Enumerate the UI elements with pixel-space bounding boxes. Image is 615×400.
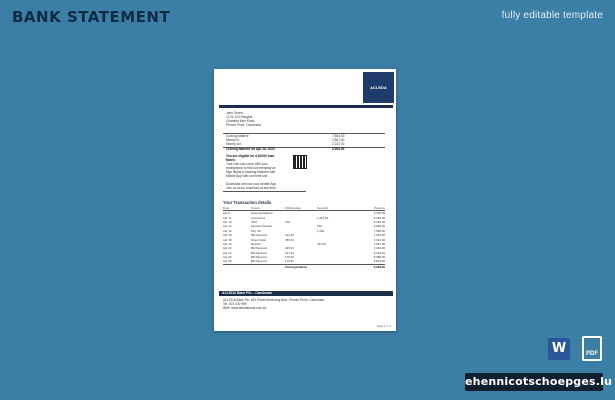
table-cell: 6,164.00: [373, 250, 385, 255]
table-cell: 142.22: [285, 233, 294, 238]
table-cell: 244.00: [317, 241, 326, 246]
header-bar: [219, 105, 393, 108]
table-cell: 7,691.00: [373, 233, 385, 238]
transactions-title: Your Transaction details: [223, 200, 272, 205]
footer-line: Web: www.acledabank.com.kh: [223, 306, 267, 310]
table-cell: 1,200: [317, 228, 325, 233]
summary-value: 2,222.00: [332, 142, 345, 146]
word-file-icon: W: [548, 338, 570, 360]
total-value: 5,508.00: [353, 264, 385, 269]
notes-line: high flights & banking features with: [226, 170, 276, 174]
table-cell: Apr 28: [223, 259, 232, 264]
table-cell: 7,697.00: [373, 241, 385, 246]
table-cell: 175.00: [285, 255, 294, 260]
table-cell: Apr 20: [223, 241, 232, 246]
notes-title: Notes: [226, 158, 235, 162]
table-cell: Apr 24: [223, 250, 232, 255]
qr-code: [293, 155, 307, 169]
website-badge: ehennicotschoepges.lu: [465, 373, 603, 391]
table-cell: Apr 12: [223, 219, 232, 224]
transactions-table: [223, 206, 385, 269]
summary-value: 5,508.00: [332, 147, 345, 151]
table-cell: 700: [317, 224, 322, 229]
eligibility-text: You are eligible for a $1000 loan: [226, 154, 275, 158]
table-cell: Opening balance: [251, 211, 273, 216]
footer-line: Tel: 023 430 999: [223, 302, 247, 306]
table-cell: Bill Payment: [251, 246, 268, 251]
table-cell: Bill Payment: [251, 250, 268, 255]
summary-label: Money out: [226, 142, 241, 146]
table-cell: 5,988.00: [373, 255, 385, 260]
page-title: BANK STATEMENT: [12, 8, 171, 26]
column-header: Details: [251, 206, 285, 211]
summary-value: 7,864.00: [332, 134, 345, 138]
table-cell: Investment: [251, 215, 266, 220]
pdf-file-icon: PDF: [582, 336, 602, 361]
notes-line: smartphone to find out everyday as: [226, 166, 276, 170]
address-line: 12 St 123 Sangkat: [226, 115, 253, 119]
table-cell: 100: [285, 219, 290, 224]
footer-line: ACLEDA Bank Plc. #61 Preah Monivong Blvd, Phnom Penh, Cambodia: [223, 298, 324, 302]
table-cell: Deposit: [251, 241, 261, 246]
table-cell: 6,236.00: [373, 215, 385, 220]
notes-line: Your loan can come with your: [226, 162, 268, 166]
table-cell: 227.30: [285, 250, 294, 255]
table-cell: Pay roll: [251, 228, 261, 233]
column-header: Withdrawals: [285, 206, 317, 211]
table-cell: Apr 8: [223, 211, 230, 216]
notes-line: Mobile App with one time use: [226, 174, 268, 178]
table-cell: ATM: [251, 219, 257, 224]
table-cell: 1,212.00: [317, 215, 329, 220]
table-cell: 175.00: [285, 259, 294, 264]
table-cell: 7,836.00: [373, 228, 385, 233]
table-cell: Apr 11: [223, 215, 232, 220]
table-cell: Bill Payment: [251, 259, 268, 264]
table-cell: 7,402.00: [373, 246, 385, 251]
statement-document: [214, 69, 396, 331]
table-cell: Apr 16: [223, 228, 232, 233]
column-header: Deposits: [317, 206, 353, 211]
footer-title: ACLEDA Bank Plc. - Cambodia: [222, 291, 272, 295]
address-line: Chamkar Mon Khan: [226, 119, 255, 123]
divider: [223, 191, 306, 192]
summary-label: Closing balance on Apr 28, 2023: [226, 147, 275, 151]
table-cell: 7,441.00: [373, 237, 385, 242]
table-cell: Apr 26: [223, 255, 232, 260]
table-cell: Apr 18: [223, 233, 232, 238]
promo-line: Join us at our branches at any time: [226, 186, 276, 190]
column-header: Date: [223, 206, 251, 211]
table-cell: Bill Payment: [251, 255, 268, 260]
table-cell: Direct Debit: [251, 237, 267, 242]
address-line: Jane Green,: [226, 111, 244, 115]
address-line: Phnom Penh, Cambodia: [226, 123, 261, 127]
summary-value: 2,561.00: [332, 138, 345, 142]
column-header: Balance: [353, 206, 385, 211]
table-cell: Apr 22: [223, 246, 232, 251]
total-label: Closing balance: [285, 264, 353, 269]
total-row: [223, 264, 385, 269]
page-subtitle: fully editable template: [501, 10, 603, 21]
table-cell: Bill Payment: [251, 233, 268, 238]
logo-text: ACLEDA: [370, 85, 387, 90]
table-cell: 225.23: [285, 246, 294, 251]
page-number: Page 1 of 1: [376, 324, 391, 328]
promo-line: Download and use your Mobile App: [226, 182, 277, 186]
table-cell: 250.00: [285, 237, 294, 242]
bank-logo: [363, 72, 394, 103]
summary-label: Money in: [226, 138, 239, 142]
table-cell: Apr 13: [223, 224, 232, 229]
table-cell: Internet Transfer: [251, 224, 273, 229]
table-cell: 6,136.00: [373, 219, 385, 224]
table-cell: Apr 18: [223, 237, 232, 242]
summary-label: Closing balance: [226, 134, 249, 138]
table-cell: 5,100.00: [373, 211, 385, 216]
table-cell: 6,836.00: [373, 224, 385, 229]
footer-bar: [219, 291, 393, 296]
table-cell: 5,813.00: [373, 259, 385, 264]
